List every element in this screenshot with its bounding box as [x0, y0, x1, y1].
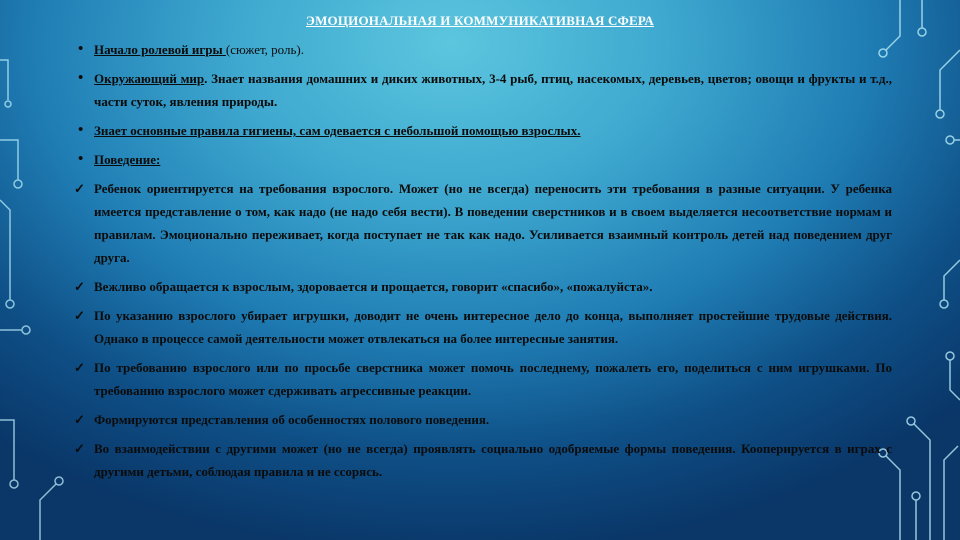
- list-item: ✓ По указанию взрослого убирает игрушки, доводит не очень интересное дело до конца, выполняет простейшие трудовые действия. Однако в процессе самой деятельности может отвлекаться на более интересные занятия.: [74, 304, 892, 350]
- list-item: ✓ По требованию взрослого или по просьбе сверстника может помочь последнему, пожалеть его, поделиться с ним игрушками. По требованию взрослого может сдерживать агрессивные реакции.: [74, 356, 892, 402]
- bullet-icon: •: [78, 122, 84, 138]
- checkmark-icon: ✓: [74, 279, 85, 294]
- slide-title: ЭМОЦИОНАЛЬНАЯ И КОММУНИКАТИВНАЯ СФЕРА: [306, 13, 654, 28]
- bullet-icon: •: [78, 41, 84, 57]
- slide-content: [74, 38, 892, 489]
- list-item: • Поведение:: [74, 148, 892, 171]
- list-item: • Окружающий мир. Знает названия домашних и диких животных, 3-4 рыб, птиц, насекомых, деревьев, цветов; овощи и фрукты и т.д., части суток, явления природы.: [74, 67, 892, 113]
- checkmark-icon: ✓: [74, 412, 85, 427]
- list-item: • Знает основные правила гигиены, сам одевается с небольшой помощью взрослых.: [74, 119, 892, 142]
- list-item: ✓ Вежливо обращается к взрослым, здоровается и прощается, говорит «спасибо», «пожалуйста».: [74, 275, 892, 298]
- bullet-icon: •: [78, 70, 84, 86]
- list-item: ✓ Формируются представления об особенностях полового поведения.: [74, 408, 892, 431]
- checkmark-icon: ✓: [74, 441, 85, 456]
- checkmark-icon: ✓: [74, 360, 85, 375]
- list-item: ✓ Ребенок ориентируется на требования взрослого. Может (но не всегда) переносить эти требования в разные ситуации. У ребенка имеется представление о том, как надо (не надо себя вести). В поведении сверстников и в своем выделяется несоответствие нормам и правилам. Эмоционально переживает, когда поступает не так как надо. Усиливается взаимный контроль детей над поведением друг друга.: [74, 177, 892, 269]
- list-item: ✓ Во взаимодействии с другими может (но не всегда) проявлять социально одобряемые формы поведения. Кооперируется в играх с другими детьми, соблюдая правила и не ссорясь.: [74, 437, 892, 483]
- bullet-icon: •: [78, 151, 84, 167]
- list-item: • Начало ролевой игры (сюжет, роль).: [74, 38, 892, 61]
- checkmark-icon: ✓: [74, 308, 85, 323]
- checkmark-icon: ✓: [74, 181, 85, 196]
